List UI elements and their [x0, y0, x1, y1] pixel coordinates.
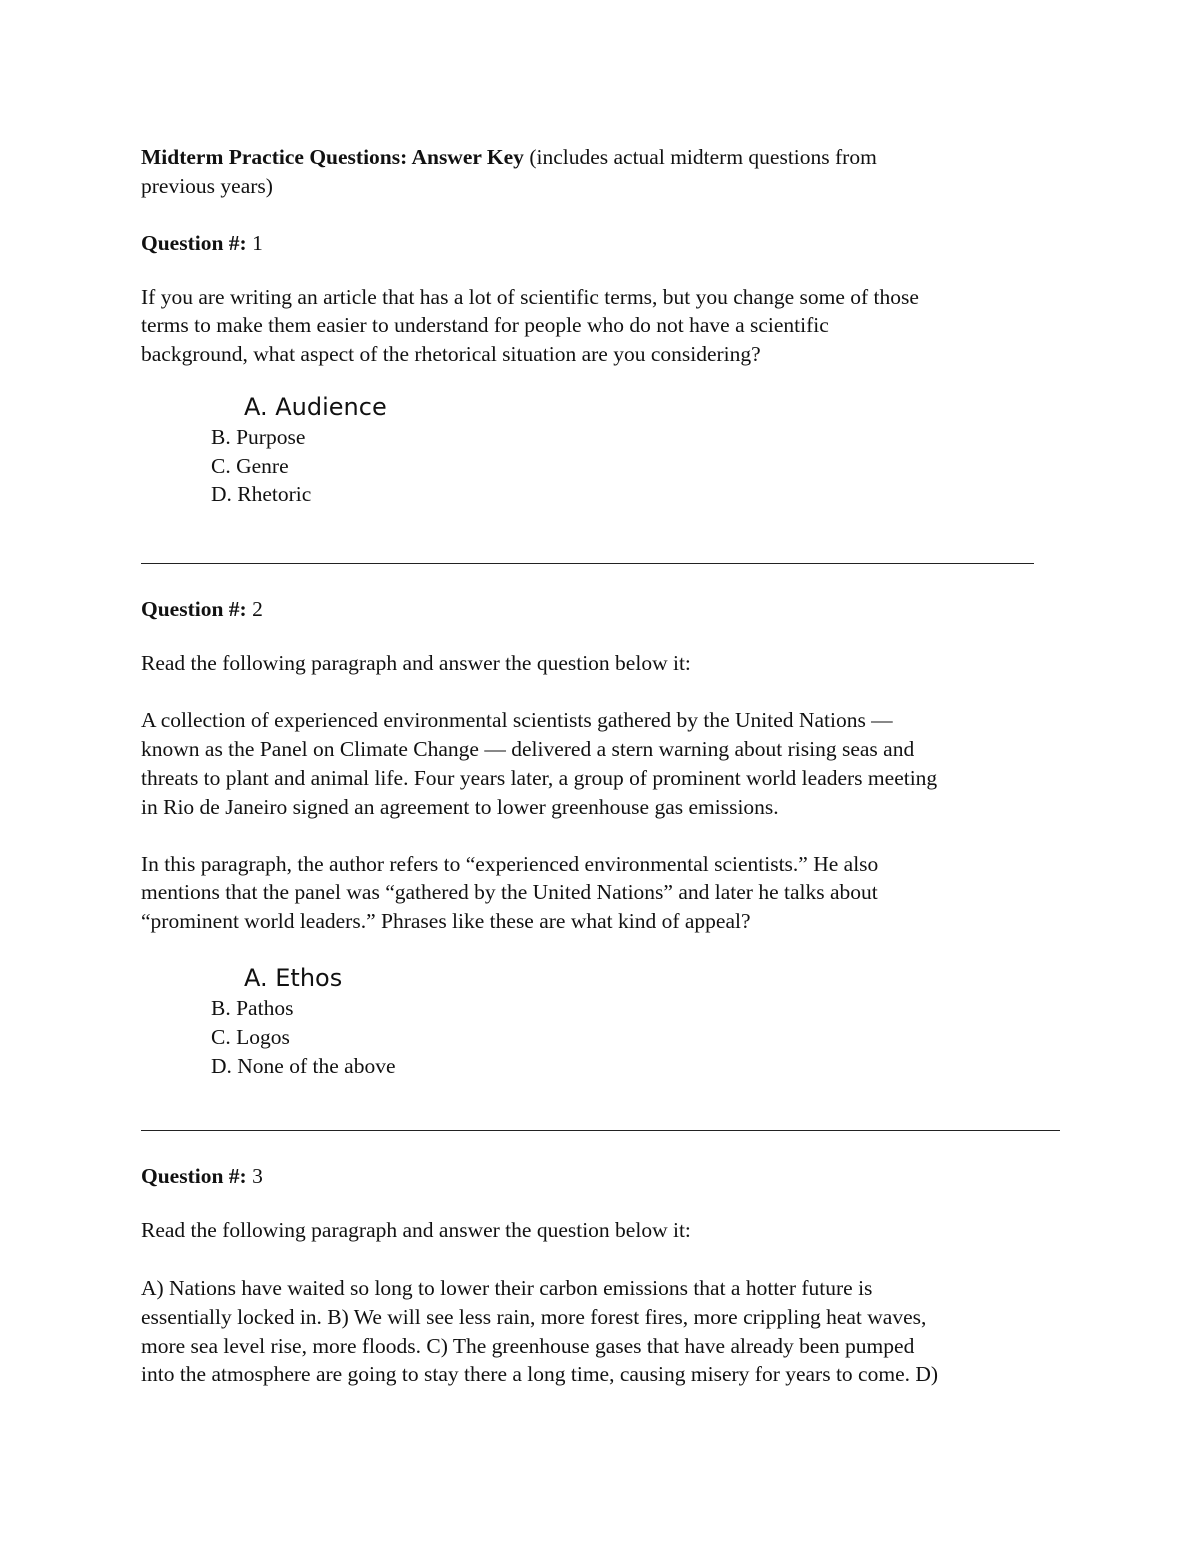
title-line-2: previous years)	[141, 174, 273, 198]
question-3-header	[141, 1162, 263, 1191]
question-2-prompt-line: In this paragraph, the author refers to “experienced environmental scientists.” He also	[141, 852, 879, 876]
question-number: 3	[252, 1164, 263, 1188]
question-2-option: C. Logos	[211, 1025, 290, 1049]
question-1-prompt-line: terms to make them easier to understand for people who do not have a scientific	[141, 313, 829, 337]
section-divider	[141, 563, 1034, 564]
question-2-passage-line: known as the Panel on Climate Change — delivered a stern warning about rising seas and	[141, 737, 915, 761]
title-bold: Midterm Practice Questions: Answer Key	[141, 145, 524, 169]
question-2-passage-line: in Rio de Janeiro signed an agreement to lower greenhouse gas emissions.	[141, 795, 779, 819]
question-number: 1	[252, 231, 263, 255]
section-divider	[141, 1130, 1060, 1131]
question-1-option: D. Rhetoric	[211, 482, 312, 506]
question-1-correct-answer: A. Audience	[244, 393, 387, 421]
question-1-header	[141, 229, 263, 258]
question-1-option: B. Purpose	[211, 425, 306, 449]
question-2-prompt-line: mentions that the panel was “gathered by the United Nations” and later he talks about	[141, 880, 878, 904]
question-1-prompt-line: background, what aspect of the rhetorical situation are you considering?	[141, 342, 761, 366]
question-2-passage-line: A collection of experienced environmental scientists gathered by the United Nations —	[141, 708, 893, 732]
question-3-passage-line: A) Nations have waited so long to lower their carbon emissions that a hotter future is	[141, 1276, 873, 1300]
question-1-option: C. Genre	[211, 454, 289, 478]
question-2-option: B. Pathos	[211, 996, 294, 1020]
question-1-prompt-line: If you are writing an article that has a lot of scientific terms, but you change some of those	[141, 285, 919, 309]
question-2-correct-answer: A. Ethos	[244, 964, 343, 992]
document-title	[141, 143, 877, 172]
question-3-passage-line: more sea level rise, more floods. C) The greenhouse gases that have already been pumped	[141, 1334, 915, 1358]
title-rest: (includes actual midterm questions from	[523, 145, 877, 169]
question-2-header	[141, 595, 263, 624]
question-label: Question #:	[141, 231, 247, 255]
question-number: 2	[252, 597, 263, 621]
question-2-intro: Read the following paragraph and answer the question below it:	[141, 651, 691, 675]
question-3-passage-line: essentially locked in. B) We will see less rain, more forest fires, more crippling heat waves,	[141, 1305, 927, 1329]
question-label: Question #:	[141, 1164, 247, 1188]
question-3-passage-line: into the atmosphere are going to stay there a long time, causing misery for years to come. D)	[141, 1362, 939, 1386]
question-2-prompt-line: “prominent world leaders.” Phrases like these are what kind of appeal?	[141, 909, 751, 933]
question-2-passage-line: threats to plant and animal life. Four years later, a group of prominent world leaders meeting	[141, 766, 938, 790]
question-label: Question #:	[141, 597, 247, 621]
question-3-intro: Read the following paragraph and answer the question below it:	[141, 1218, 691, 1242]
question-2-option: D. None of the above	[211, 1054, 396, 1078]
